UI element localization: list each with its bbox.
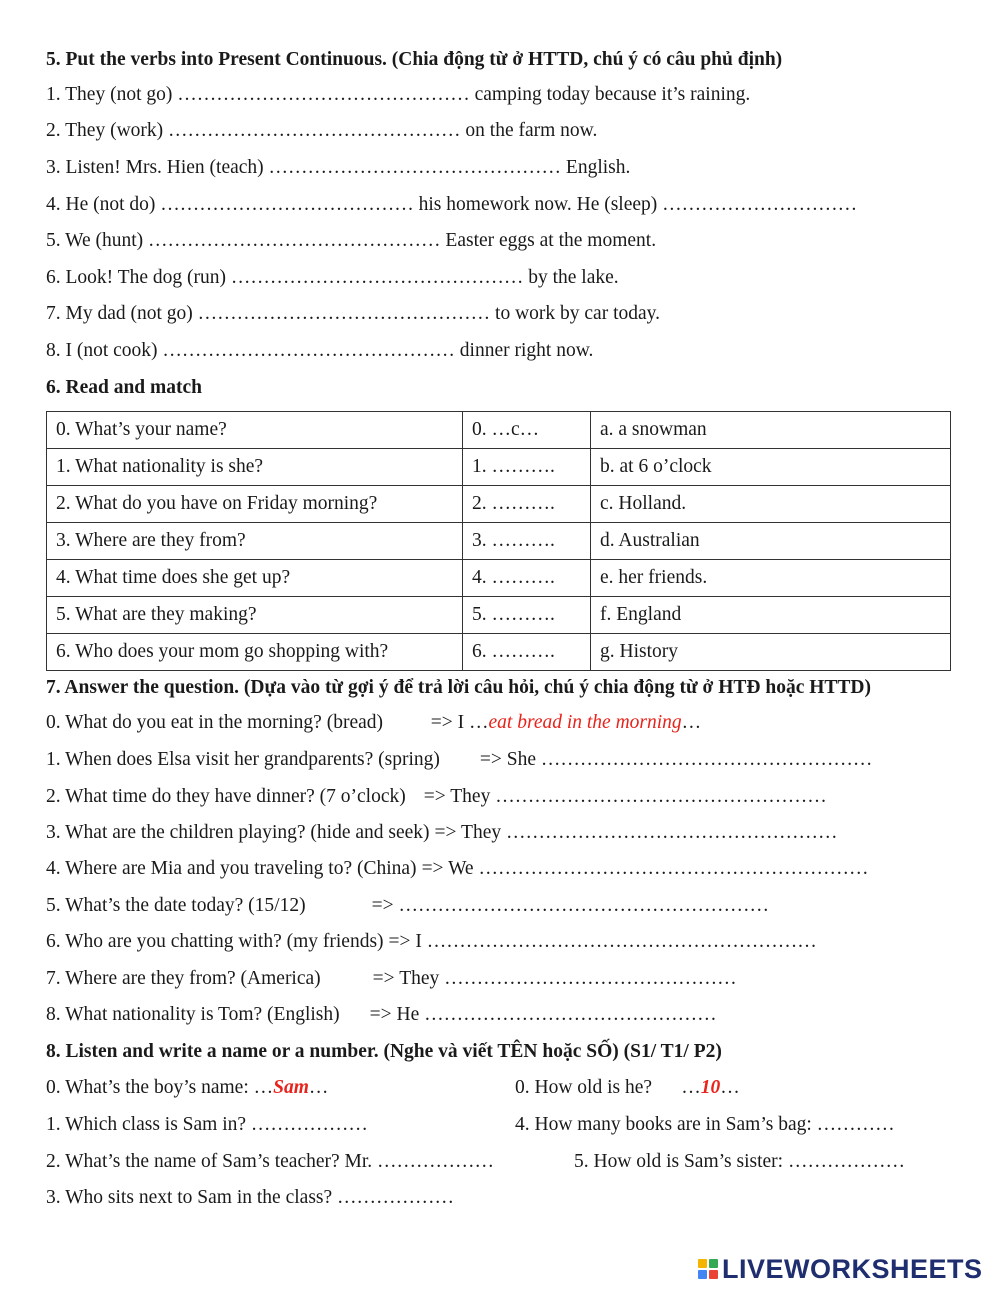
match-blank[interactable]: 4. ………. <box>463 560 591 597</box>
match-question: 0. What’s your name? <box>47 412 463 449</box>
match-answer: d. Australian <box>591 523 951 560</box>
section5-item-8[interactable]: 8. I (not cook) ……………………………………… dinner right now. <box>46 340 594 361</box>
table-row <box>47 523 951 560</box>
section7-heading: 7. Answer the question. (Dựa vào từ gợi ý để trả lời câu hỏi, chú ý chia động từ ở HTĐ hoặc HTTD) <box>46 677 871 698</box>
table-row <box>47 597 951 634</box>
answer-blank[interactable]: => I …………………………………………………… <box>388 931 817 952</box>
liveworksheets-logo <box>698 1254 983 1284</box>
example-tail: … <box>681 712 702 733</box>
match-answer: a. a snowman <box>591 412 951 449</box>
example-question: 0. What do you eat in the morning? (bread) <box>46 712 383 733</box>
answer-blank[interactable]: => He ……………………………………… <box>369 1004 717 1025</box>
match-answer: e. her friends. <box>591 560 951 597</box>
section7-item-6[interactable] <box>46 930 817 954</box>
section7-example <box>46 711 701 735</box>
section5-heading: 5. Put the verbs into Present Continuous. (Chia động từ ở HTTD, chú ý có câu phủ định) <box>46 49 783 70</box>
section6-heading: 6. Read and match <box>46 377 203 398</box>
answer-blank[interactable]: => They ……………………………………… <box>372 968 737 989</box>
example-right-tail: … <box>720 1077 740 1098</box>
section8-heading: 8. Listen and write a name or a number. (Nghe và viết TÊN hoặc SỐ) (S1/ T1/ P2) <box>46 1041 722 1062</box>
match-answer: f. England <box>591 597 951 634</box>
example-left-answer: Sam <box>273 1077 309 1098</box>
match-blank[interactable]: 5. ………. <box>463 597 591 634</box>
match-question: 5. What are they making? <box>47 597 463 634</box>
section8-q3[interactable]: 3. Who sits next to Sam in the class? ……………… <box>46 1187 455 1208</box>
answer-blank[interactable]: => They …………………………………………… <box>434 822 838 843</box>
section7-item-4[interactable] <box>46 857 868 881</box>
answer-blank[interactable]: => She …………………………………………… <box>479 749 873 770</box>
section8-example-right <box>515 1076 740 1100</box>
answer-blank[interactable]: => ………………………………………………… <box>371 895 769 916</box>
match-question: 6. Who does your mom go shopping with? <box>47 634 463 671</box>
section8-q5[interactable]: 5. How old is Sam’s sister: ……………… <box>574 1151 905 1172</box>
example-right-answer: 10 <box>700 1077 721 1098</box>
example-answer: eat bread in the morning <box>488 712 682 733</box>
table-row <box>47 486 951 523</box>
section8-q4[interactable]: 4. How many books are in Sam’s bag: ………… <box>515 1114 895 1135</box>
section5-item-7[interactable]: 7. My dad (not go) ……………………………………… to work by car today. <box>46 303 661 324</box>
match-question: 2. What do you have on Friday morning? <box>47 486 463 523</box>
match-blank[interactable]: 2. ………. <box>463 486 591 523</box>
question-text: 4. Where are Mia and you traveling to? (China) <box>46 858 417 879</box>
section8-example-left <box>46 1076 328 1100</box>
match-answer: g. History <box>591 634 951 671</box>
section5-item-4[interactable]: 4. He (not do) ………………………………… his homework now. He (sleep) ………………………… <box>46 194 858 215</box>
section7-item-2[interactable] <box>46 785 827 809</box>
match-blank: 0. …c… <box>463 412 591 449</box>
table-row <box>47 449 951 486</box>
question-text: 3. What are the children playing? (hide and seek) <box>46 822 430 843</box>
section8-q2[interactable]: 2. What’s the name of Sam’s teacher? Mr. ……………… <box>46 1151 495 1172</box>
question-text: 8. What nationality is Tom? (English) <box>46 1004 340 1025</box>
match-table <box>46 411 951 671</box>
logo-text: LIVEWORKSHEETS <box>722 1253 983 1284</box>
match-question: 4. What time does she get up? <box>47 560 463 597</box>
match-question: 3. Where are they from? <box>47 523 463 560</box>
section7-item-1[interactable] <box>46 748 872 772</box>
match-blank[interactable]: 3. ………. <box>463 523 591 560</box>
section5-item-5[interactable]: 5. We (hunt) ……………………………………… Easter eggs at the moment. <box>46 230 657 251</box>
match-answer: b. at 6 o’clock <box>591 449 951 486</box>
question-text: 1. When does Elsa visit her grandparents? (spring) <box>46 749 440 770</box>
section5-item-3[interactable]: 3. Listen! Mrs. Hien (teach) ……………………………………… English. <box>46 157 631 178</box>
logo-grid-icon <box>698 1259 718 1279</box>
question-text: 6. Who are you chatting with? (my friends) <box>46 931 384 952</box>
section7-item-3[interactable] <box>46 821 838 845</box>
match-blank[interactable]: 1. ………. <box>463 449 591 486</box>
section8-q1[interactable]: 1. Which class is Sam in? ……………… <box>46 1114 368 1135</box>
section5-item-2[interactable]: 2. They (work) ……………………………………… on the farm now. <box>46 120 598 141</box>
section7-item-5[interactable] <box>46 894 769 918</box>
question-text: 7. Where are they from? (America) <box>46 968 321 989</box>
example-right-text: 0. How old is he? … <box>515 1077 701 1098</box>
section5-item-1[interactable]: 1. They (not go) ……………………………………… camping today because it’s raining. <box>46 84 751 105</box>
example-left-tail: … <box>308 1077 329 1098</box>
table-row <box>47 634 951 671</box>
section5-item-6[interactable]: 6. Look! The dog (run) ……………………………………… by the lake. <box>46 267 619 288</box>
match-question: 1. What nationality is she? <box>47 449 463 486</box>
table-row <box>47 560 951 597</box>
question-text: 2. What time do they have dinner? (7 o’clock) <box>46 786 406 807</box>
section7-item-7[interactable] <box>46 967 737 991</box>
table-row <box>47 412 951 449</box>
example-arrow: => I … <box>430 712 489 733</box>
answer-blank[interactable]: => They …………………………………………… <box>423 786 827 807</box>
section7-item-8[interactable] <box>46 1003 717 1027</box>
question-text: 5. What’s the date today? (15/12) <box>46 895 306 916</box>
answer-blank[interactable]: => We …………………………………………………… <box>421 858 869 879</box>
match-answer: c. Holland. <box>591 486 951 523</box>
example-left-text: 0. What’s the boy’s name: … <box>46 1077 274 1098</box>
match-blank[interactable]: 6. ………. <box>463 634 591 671</box>
